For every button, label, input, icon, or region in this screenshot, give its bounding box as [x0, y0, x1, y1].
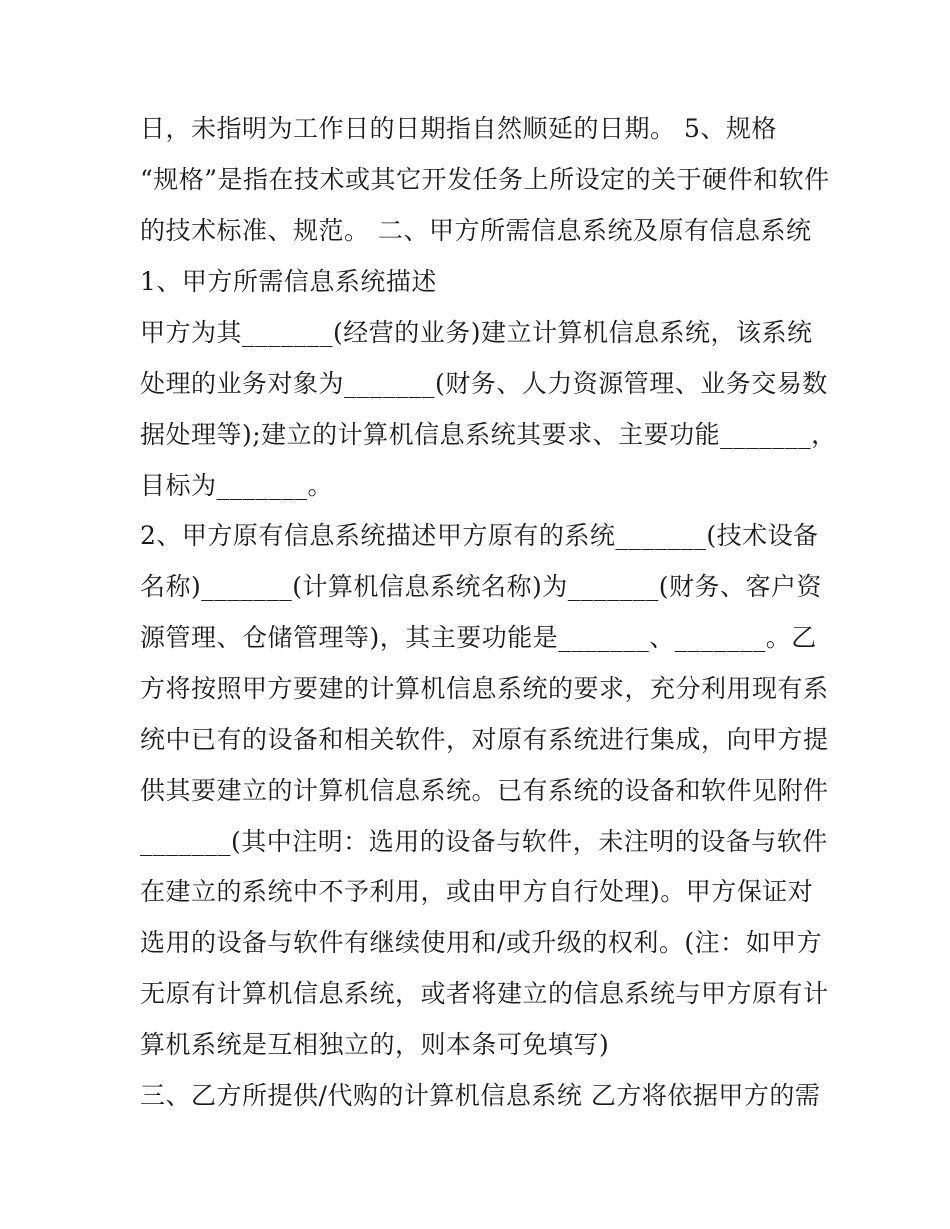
section-heading: 2、甲方原有信息系统描述甲方原有的系统_______(技术设备 — [140, 521, 819, 550]
text-line: 在建立的系统中不予利用，或由甲方自行处理)。甲方保证对 — [140, 877, 814, 906]
text-line: 目标为_______。 — [140, 471, 334, 500]
text-line: 供其要建立的计算机信息系统。已有系统的设备和软件见附件 — [140, 776, 829, 805]
text-line: _______(其中注明：选用的设备与软件，未注明的设备与软件 — [140, 827, 828, 856]
text-line: 选用的设备与软件有继续使用和/或升级的权利。(注：如甲方 — [140, 928, 823, 957]
text-line: 甲方为其_______(经营的业务)建立计算机信息系统，该系统 — [140, 318, 813, 347]
text-line: 算机系统是互相独立的，则本条可免填写) — [140, 1030, 610, 1059]
text-line: 据处理等);建立的计算机信息系统其要求、主要功能_______， — [140, 420, 837, 449]
text-line: 处理的业务对象为_______(财务、人力资源管理、业务交易数 — [140, 369, 828, 398]
section-heading: 1、甲方所需信息系统描述 — [140, 267, 437, 296]
text-line: “规格”是指在技术或其它开发任务上所设定的关于硬件和软件 — [140, 165, 830, 194]
text-line: 无原有计算机信息系统，或者将建立的信息系统与甲方原有计 — [140, 979, 829, 1008]
text-line: 源管理、仓储管理等)，其主要功能是_______、_______。乙 — [140, 623, 817, 652]
text-line: 日，未指明为工作日的日期指自然顺延的日期。 5、规格 — [140, 114, 777, 143]
text-line: 名称)_______(计算机信息系统名称)为_______(财务、客户资 — [140, 572, 823, 601]
text-line: 的技术标准、规范。 二、甲方所需信息系统及原有信息系统 — [140, 216, 812, 245]
text-line: 方将按照甲方要建的计算机信息系统的要求，充分利用现有系 — [140, 674, 829, 703]
text-line: 统中已有的设备和相关软件，对原有系统进行集成，向甲方提 — [140, 725, 829, 754]
section-heading: 三、乙方所提供/代购的计算机信息系统 乙方将依据甲方的需 — [140, 1081, 821, 1110]
